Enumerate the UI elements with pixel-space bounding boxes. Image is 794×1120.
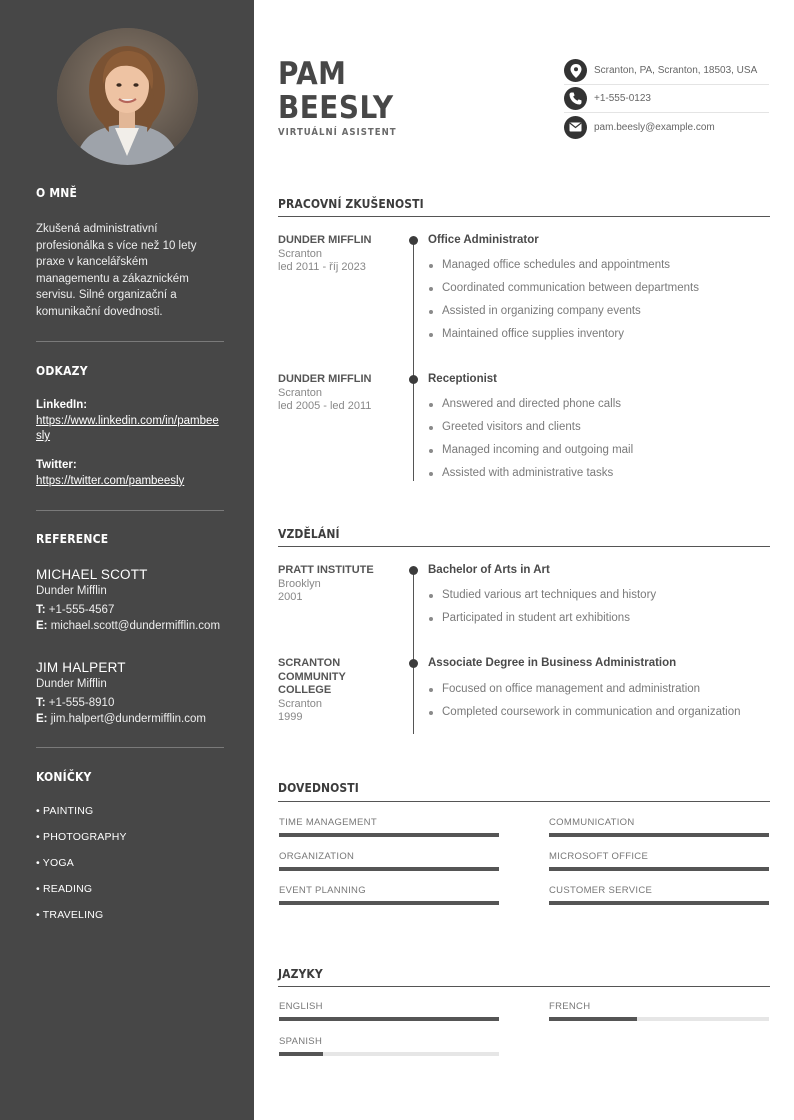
language-bar-fill bbox=[549, 1017, 637, 1021]
education-heading: VZDĚLÁNÍ bbox=[278, 527, 340, 541]
reference-name: JIM HALPERT bbox=[36, 660, 126, 675]
list-item: Participated in student art exhibitions bbox=[428, 611, 768, 634]
job-title: VIRTUÁLNÍ ASISTENT bbox=[278, 127, 397, 138]
skill-name: COMMUNICATION bbox=[549, 817, 635, 828]
envelope-icon bbox=[564, 116, 587, 139]
list-item: Completed coursework in communication and organization bbox=[428, 705, 768, 728]
link-twitter bbox=[36, 458, 224, 489]
section-rule bbox=[278, 216, 770, 217]
phone-icon bbox=[564, 87, 587, 110]
experience-org bbox=[278, 373, 398, 414]
list-item: Answered and directed phone calls bbox=[428, 397, 768, 420]
org-location: Brooklyn bbox=[278, 577, 321, 590]
list-item: Managed office schedules and appointments bbox=[428, 258, 768, 281]
reference-phone: T: +1-555-8910 bbox=[36, 697, 115, 709]
link-label: Twitter: bbox=[36, 459, 77, 471]
timeline-line bbox=[413, 240, 414, 481]
link-label: LinkedIn: bbox=[36, 399, 88, 411]
list-item: Maintained office supplies inventory bbox=[428, 327, 768, 350]
org-name-line: SCRANTON bbox=[278, 657, 341, 669]
reference-company: Dunder Mifflin bbox=[36, 678, 107, 690]
skill-name: EVENT PLANNING bbox=[279, 885, 366, 896]
language-item bbox=[279, 1001, 499, 1021]
section-rule bbox=[278, 546, 770, 547]
org-dates: led 2011 - říj 2023 bbox=[278, 261, 366, 273]
skill-bar bbox=[279, 901, 499, 905]
timeline-line bbox=[413, 570, 414, 734]
timeline-dot bbox=[409, 659, 418, 668]
experience-org bbox=[278, 234, 398, 275]
linkedin-link[interactable]: https://www.linkedin.com/in/pambeesly bbox=[36, 414, 219, 442]
skill-bar-fill bbox=[279, 901, 499, 905]
timeline-dot bbox=[409, 375, 418, 384]
languages-heading: JAZYKY bbox=[278, 967, 323, 981]
reference-company: Dunder Mifflin bbox=[36, 585, 107, 597]
sidebar-divider bbox=[36, 510, 224, 511]
education-org bbox=[278, 657, 398, 725]
role-title: Office Administrator bbox=[428, 234, 539, 246]
link-linkedin bbox=[36, 398, 224, 445]
first-name: PAM bbox=[278, 56, 347, 92]
list-item: Coordinated communication between departments bbox=[428, 281, 768, 304]
org-year: 2001 bbox=[278, 591, 303, 603]
sidebar bbox=[0, 0, 254, 1120]
list-item: Studied various art techniques and history bbox=[428, 588, 768, 611]
links-heading: ODKAZY bbox=[36, 364, 88, 378]
experience-heading: PRACOVNÍ ZKUŠENOSTI bbox=[278, 197, 424, 211]
org-location: Scranton bbox=[278, 247, 323, 260]
twitter-link[interactable]: https://twitter.com/pambeesly bbox=[36, 474, 185, 487]
skill-bar-fill bbox=[549, 867, 769, 871]
about-text: Zkušená administrativní profesionálka s více než 10 lety praxe v kancelářském managementu a zákaznickém servisu. Silné organizační a komunikační dovednosti. bbox=[36, 223, 197, 318]
skill-name: TIME MANAGEMENT bbox=[279, 817, 377, 828]
skill-bar bbox=[549, 833, 769, 837]
skill-item bbox=[549, 885, 769, 905]
avatar bbox=[57, 28, 198, 165]
org-location: Scranton bbox=[278, 386, 323, 399]
email-text: pam.beesly@example.com bbox=[594, 121, 715, 133]
contact-email bbox=[564, 113, 769, 141]
org-name-line: COMMUNITY bbox=[278, 670, 346, 683]
role-bullets bbox=[428, 397, 768, 489]
skill-bar-fill bbox=[549, 901, 769, 905]
reference-phone: T: +1-555-4567 bbox=[36, 604, 115, 616]
list-item: Assisted with administrative tasks bbox=[428, 466, 768, 489]
skill-name: CUSTOMER SERVICE bbox=[549, 885, 653, 896]
skill-bar bbox=[279, 867, 499, 871]
degree-bullets bbox=[428, 682, 768, 728]
language-bar bbox=[279, 1017, 499, 1021]
about-heading: O MNĚ bbox=[36, 186, 78, 200]
role-bullets bbox=[428, 258, 768, 350]
contact-phone bbox=[564, 85, 769, 113]
skill-bar-fill bbox=[279, 867, 499, 871]
org-dates: led 2005 - led 2011 bbox=[278, 400, 372, 412]
section-rule bbox=[278, 986, 770, 987]
language-bar bbox=[279, 1052, 499, 1056]
hobby-item: • READING bbox=[36, 883, 93, 895]
org-name: DUNDER MIFFLIN bbox=[278, 234, 372, 246]
skill-name: MICROSOFT OFFICE bbox=[549, 851, 649, 862]
hobby-item: • TRAVELING bbox=[36, 909, 104, 921]
degree-bullets bbox=[428, 588, 768, 634]
skill-item bbox=[279, 851, 499, 871]
skill-bar bbox=[279, 833, 499, 837]
reference-name: MICHAEL SCOTT bbox=[36, 567, 148, 582]
org-name: DUNDER MIFFLIN bbox=[278, 373, 372, 385]
reference-email: E: michael.scott@dundermifflin.com bbox=[36, 620, 221, 632]
skill-bar bbox=[549, 901, 769, 905]
references-heading: REFERENCE bbox=[36, 532, 109, 546]
language-bar-fill bbox=[279, 1052, 323, 1056]
language-name: FRENCH bbox=[549, 1001, 591, 1012]
reference-item bbox=[36, 566, 224, 634]
skill-item bbox=[549, 817, 769, 837]
language-item bbox=[549, 1001, 769, 1021]
last-name: BEESLY bbox=[278, 90, 394, 126]
org-name-line: COLLEGE bbox=[278, 684, 332, 696]
timeline-dot bbox=[409, 566, 418, 575]
timeline-dot bbox=[409, 236, 418, 245]
org-location: Scranton bbox=[278, 697, 323, 710]
list-item: Focused on office management and administration bbox=[428, 682, 768, 705]
skill-item bbox=[549, 851, 769, 871]
skill-item bbox=[279, 885, 499, 905]
profile-photo bbox=[57, 28, 198, 165]
skills-heading: DOVEDNOSTI bbox=[278, 781, 359, 795]
list-item: Assisted in organizing company events bbox=[428, 304, 768, 327]
skill-item bbox=[279, 817, 499, 837]
skill-bar bbox=[549, 867, 769, 871]
list-item: Greeted visitors and clients bbox=[428, 420, 768, 443]
contact-address bbox=[564, 57, 769, 85]
skill-bar-fill bbox=[549, 833, 769, 837]
language-item bbox=[279, 1036, 499, 1056]
language-name: SPANISH bbox=[279, 1036, 323, 1047]
phone-text: +1-555-0123 bbox=[594, 93, 651, 104]
sidebar-divider bbox=[36, 341, 224, 342]
hobbies-heading: KONÍČKY bbox=[36, 770, 92, 784]
section-rule bbox=[278, 801, 770, 802]
degree-title: Bachelor of Arts in Art bbox=[428, 564, 550, 576]
reference-item bbox=[36, 659, 224, 727]
language-bar bbox=[549, 1017, 769, 1021]
skill-name: ORGANIZATION bbox=[279, 851, 355, 862]
org-year: 1999 bbox=[278, 711, 303, 723]
education-org bbox=[278, 564, 398, 605]
hobby-item: • PHOTOGRAPHY bbox=[36, 831, 127, 843]
address-text: Scranton, PA, Scranton, 18503, USA bbox=[594, 65, 758, 76]
language-name: ENGLISH bbox=[279, 1001, 323, 1012]
degree-title: Associate Degree in Business Administration bbox=[428, 657, 677, 669]
skill-bar-fill bbox=[279, 833, 499, 837]
language-bar-fill bbox=[279, 1017, 499, 1021]
org-name: PRATT INSTITUTE bbox=[278, 564, 374, 576]
location-pin-icon bbox=[564, 59, 587, 82]
hobby-item: • PAINTING bbox=[36, 805, 94, 817]
hobby-item: • YOGA bbox=[36, 857, 74, 869]
reference-email: E: jim.halpert@dundermifflin.com bbox=[36, 713, 206, 725]
sidebar-divider bbox=[36, 747, 224, 748]
role-title: Receptionist bbox=[428, 373, 498, 385]
list-item: Managed incoming and outgoing mail bbox=[428, 443, 768, 466]
